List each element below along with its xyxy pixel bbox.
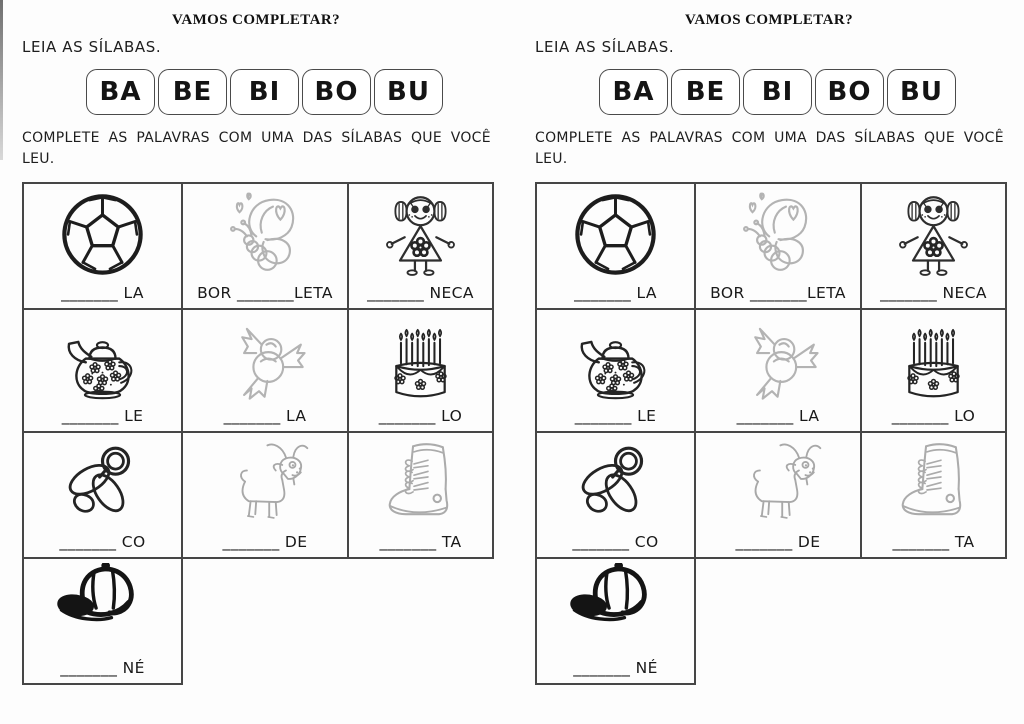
grid-row — [535, 182, 1024, 310]
word-blank-label: _______ NECA — [880, 284, 987, 302]
syllable-card-bu: BU — [887, 69, 956, 115]
cell-goat — [694, 431, 862, 559]
page-title: VAMOS COMPLETAR? — [172, 12, 340, 28]
syllable-card-row — [86, 69, 512, 115]
cell-candy — [694, 308, 862, 433]
cell-boot — [347, 431, 494, 559]
grid-row — [535, 431, 1024, 559]
syllable-card-bi: BI — [743, 69, 812, 115]
cap-illustration — [546, 563, 686, 659]
syllable-card-bi: BI — [230, 69, 299, 115]
word-blank-label: _______ LA — [223, 407, 307, 425]
word-blank-label: BOR _______LETA — [197, 284, 333, 302]
word-blank-label: _______ LA — [574, 284, 657, 302]
pacifier-illustration — [56, 437, 149, 530]
teapot-illustration — [569, 314, 662, 407]
syllable-card-ba: BA — [599, 69, 668, 115]
doll-illustration — [887, 188, 980, 281]
word-blank-label: _______ LO — [378, 407, 463, 425]
teapot-illustration — [56, 314, 149, 407]
cell-boot — [860, 431, 1007, 559]
cell-butterfly — [181, 182, 349, 310]
syllable-card-be: BE — [671, 69, 740, 115]
candy-illustration — [732, 314, 825, 407]
soccer-ball-illustration — [56, 188, 149, 281]
cell-cap — [22, 557, 183, 685]
word-blank-label: _______ DE — [222, 533, 308, 551]
syllable-card-bo: BO — [815, 69, 884, 115]
word-blank-label: _______ TA — [379, 533, 462, 551]
word-blank-label: _______ NÉ — [60, 659, 145, 677]
boot-illustration — [887, 437, 980, 530]
word-blank-label: BOR _______LETA — [710, 284, 846, 302]
syllable-card-bu: BU — [374, 69, 443, 115]
cell-birthday-cake — [347, 308, 494, 433]
instructions-text — [22, 128, 504, 170]
cell-goat — [181, 431, 349, 559]
instructions-line-2: LEU. — [22, 151, 55, 167]
goat-illustration — [219, 437, 312, 530]
word-blank-label: _______ LA — [736, 407, 820, 425]
cell-pacifier — [22, 431, 183, 559]
cell-cap — [535, 557, 696, 685]
word-blank-label: _______ LE — [574, 407, 657, 425]
birthday-cake-illustration — [887, 314, 980, 407]
syllable-card-row — [599, 69, 1024, 115]
worksheet-page-right — [513, 0, 1024, 724]
birthday-cake-illustration — [374, 314, 467, 407]
candy-illustration — [219, 314, 312, 407]
word-blank-label: _______ LO — [891, 407, 976, 425]
goat-illustration — [732, 437, 825, 530]
butterfly-illustration — [219, 188, 312, 281]
cap-illustration — [33, 563, 173, 659]
cell-teapot — [535, 308, 696, 433]
cell-pacifier — [535, 431, 696, 559]
boot-illustration — [374, 437, 467, 530]
syllable-card-be: BE — [158, 69, 227, 115]
butterfly-illustration — [732, 188, 825, 281]
pacifier-illustration — [569, 437, 662, 530]
cell-birthday-cake — [860, 308, 1007, 433]
word-blank-label: _______ NECA — [367, 284, 474, 302]
cell-doll — [860, 182, 1007, 310]
picture-grid — [535, 182, 1024, 685]
cell-candy — [181, 308, 349, 433]
word-blank-label: _______ CO — [59, 533, 146, 551]
cell-soccer-ball — [22, 182, 183, 310]
grid-row — [22, 431, 512, 559]
word-blank-label: _______ LA — [61, 284, 144, 302]
grid-row — [535, 308, 1024, 433]
grid-row — [22, 182, 512, 310]
grid-row — [535, 557, 1024, 685]
page-title: VAMOS COMPLETAR? — [685, 12, 853, 28]
word-blank-label: _______ CO — [572, 533, 659, 551]
read-syllables-label: LEIA AS SÍLABAS. — [535, 38, 675, 56]
grid-row — [22, 557, 512, 685]
instructions-line-1: COMPLETE AS PALAVRAS COM UMA DAS SÍLABAS QUE VOCÊ — [22, 130, 491, 146]
cell-doll — [347, 182, 494, 310]
word-blank-label: _______ TA — [892, 533, 975, 551]
grid-row — [22, 308, 512, 433]
instructions-line-1: COMPLETE AS PALAVRAS COM UMA DAS SÍLABAS QUE VOCÊ — [535, 130, 1004, 146]
cell-soccer-ball — [535, 182, 696, 310]
picture-grid — [22, 182, 512, 685]
syllable-card-bo: BO — [302, 69, 371, 115]
cell-teapot — [22, 308, 183, 433]
syllable-card-ba: BA — [86, 69, 155, 115]
doll-illustration — [374, 188, 467, 281]
cell-butterfly — [694, 182, 862, 310]
soccer-ball-illustration — [569, 188, 662, 281]
instructions-line-2: LEU. — [535, 151, 568, 167]
word-blank-label: _______ LE — [61, 407, 144, 425]
word-blank-label: _______ DE — [735, 533, 821, 551]
read-syllables-label: LEIA AS SÍLABAS. — [22, 38, 162, 56]
instructions-text — [535, 128, 1017, 170]
word-blank-label: _______ NÉ — [573, 659, 658, 677]
